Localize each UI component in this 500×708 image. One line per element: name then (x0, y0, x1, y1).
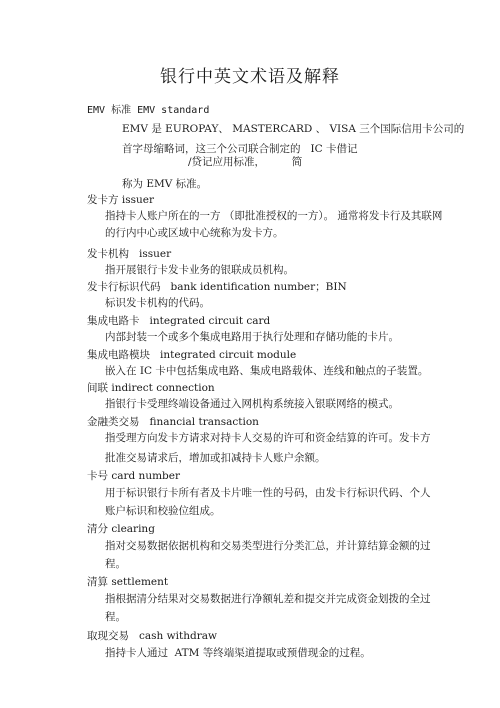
emv-desc-line-4: 称为 EMV 标准。 (122, 178, 208, 190)
desc-ic-module: 嵌入在 IC 卡中包括集成电路、集成电路载体、连线和触点的子装置。 (105, 365, 429, 377)
term-bin: 发卡行标识代码 bank identification number；BIN (87, 281, 347, 293)
term-ic-card: 集成电路卡 integrated circuit card (87, 315, 271, 327)
term-indirect-connection: 间联 indirect connection (87, 382, 215, 394)
term-ic-module: 集成电路模块 integrated circuit module (87, 349, 297, 361)
desc-financial-transaction-line-1: 指受理方向发卡方请求对持卡人交易的许可和资金结算的许可。发卡方 (105, 432, 431, 444)
term-issuer: 发卡方 issuer (87, 194, 154, 206)
desc-bin: 标识发卡机构的代码。 (105, 297, 210, 309)
term-card-number: 卡号 card number (87, 470, 180, 482)
desc-issuer-institution: 指开展银行卡发卡业务的银联成员机构。 (105, 264, 294, 276)
desc-clearing-line-2: 程。 (105, 558, 126, 570)
desc-issuer-line-2: 的行内中心或区域中心统称为发卡方。 (105, 227, 284, 239)
term-cash-withdraw: 取现交易 cash withdraw (87, 630, 217, 642)
desc-issuer-line-1: 指持卡人账户所在的一方 （即批准授权的一方）。 通常将发卡行及其联网 (105, 210, 443, 222)
term-clearing: 清分 clearing (87, 523, 155, 535)
term-emv: EMV 标准 EMV standard (87, 105, 210, 116)
emv-desc-line-1: EMV 是 EUROPAY、 MASTERCARD 、 VISA 三个国际信用卡公司的 (122, 123, 465, 135)
desc-settlement-line-1: 指根据清分结果对交易数据进行净额轧差和提交并完成资金划拨的全过 (105, 593, 431, 605)
emv-desc-line-2: 首字母缩略词，这三个公司联合制定的 IC 卡借记 (122, 143, 358, 155)
term-issuer-institution: 发卡机构 issuer (87, 248, 172, 260)
desc-card-number-line-2: 账户标识和校验位组成。 (105, 505, 221, 517)
desc-cash-withdraw: 指持卡人通过 ATM 等终端渠道提取或预借现金的过程。 (105, 647, 371, 659)
desc-indirect-connection: 指银行卡受理终端设备通过入网机构系统接入银联网络的模式。 (105, 398, 399, 410)
desc-card-number-line-1: 用于标识银行卡所有者及卡片唯一性的号码，由发卡行标识代码、个人 (105, 487, 431, 499)
term-financial-transaction: 金融类交易 financial transaction (87, 416, 259, 428)
desc-settlement-line-2: 程。 (105, 611, 126, 623)
desc-financial-transaction-line-2: 批准交易请求后，增加或扣减持卡人账户余额。 (105, 452, 326, 464)
term-settlement: 清算 settlement (87, 576, 169, 588)
desc-clearing-line-1: 指对交易数据依据机构和交易类型进行分类汇总，并计算结算金额的过 (105, 540, 431, 552)
document-title: 银行中英文术语及解释 (160, 67, 340, 87)
emv-desc-line-3: /贷记应用标准， 简 (188, 156, 303, 168)
desc-ic-card: 内部封装一个或多个集成电路用于执行处理和存储功能的卡片。 (105, 331, 399, 343)
